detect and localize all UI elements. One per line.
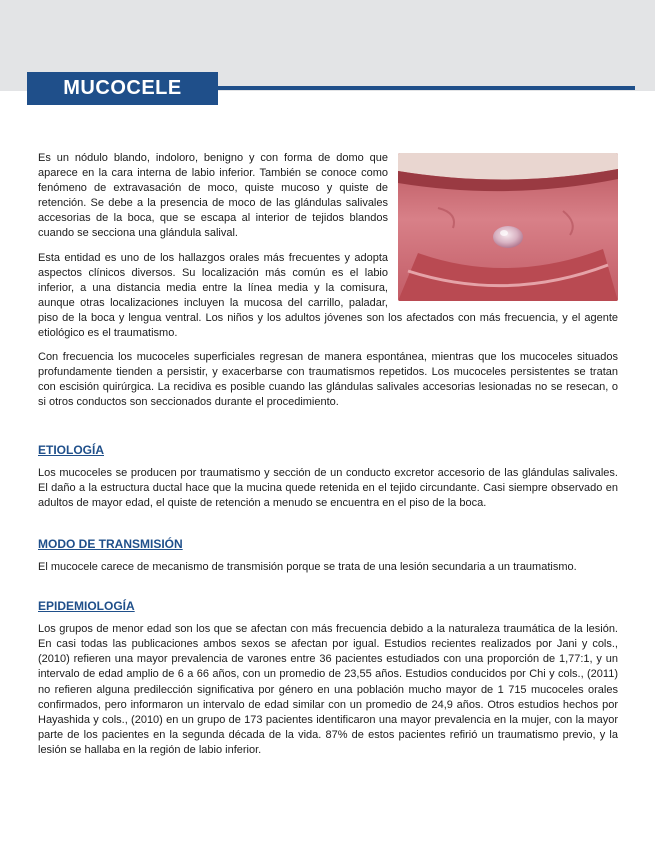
modo-transmision-text: El mucocele carece de mecanismo de transmisión porque se trata de una lesión secundaria a un traumatismo. (38, 560, 577, 573)
epidemiologia-text: Los grupos de menor edad son los que se afectan con más frecuencia debido a la naturaleza traumática de la lesión. En casi todas las publicaciones ambos sexos se afectan por igual. Estudios recientes realizados por Jani y cols., (2010) refieren una mayor prevalencia de varones entre 36 pacientes estudiados con una proporción de 1,77:1, y un intervalo de edad amplio de 6 a 66 años, con un promedio de 23,55 años. Estudios conducidos por Chi y cols., (2011) no refieren alguna predilección significativa por género en una población mucho mayor de 1 715 mucoceles orales confirmados, pero informaron un intervalo de edad similar con un promedio de 24,9 años. Otros estudios hechos por Hayashida y cols., (2010) en un grupo de 173 pacientes identificaron una mayor prevalencia en la mujer, con la mayor parte de los pacientes en la segunda década de la vida. 87% de estos pacientes refirió un traumatismo previo, y la lesión se hallaba en la región de labio inferior. (38, 623, 618, 756)
intro-paragraph-1: Es un nódulo blando, indoloro, benigno y con forma de domo que aparece en la cara interna de labio inferior. También se conoce como fenómeno de extravasación de moco, quiste mucoso y quiste de retención. Se debe a la presencia de moco de las glándulas salivales accesorias de la boca, que se escapa al interior de tejidos blandos cuando se secciona una glándula salival. (38, 152, 388, 240)
modo-transmision-heading: MODO DE TRANSMISIÓN (38, 536, 183, 551)
intro-paragraph-3: Con frecuencia los mucoceles superficiales regresan de manera espontánea, mientras que los mucoceles situados profundamente tienden a persistir, y exacerbarse con traumatismos repetidos. Los mucoceles persistentes se tratan con escisión quirúrgica. La recidiva es posible cuando las glándulas salivales accesorias lesionadas no se resecan, o si otros conductos son seccionados durante el procedimiento. (38, 351, 618, 409)
etiologia-text: Los mucoceles se producen por traumatismo y sección de un conducto excretor accesorio de las glándulas salivales. El daño a la estructura ductal hace que la mucina quede retenida en el tejido circundante. Casi siempre observado en adultos de mayor edad, el quiste de retención a menudo se encuentra en el piso de la boca. (38, 466, 618, 509)
article-body (38, 151, 618, 767)
page-title: MUCOCELE (27, 72, 218, 105)
etiologia-heading: ETIOLOGÍA (38, 442, 104, 457)
epidemiologia-heading: EPIDEMIOLOGÍA (38, 599, 135, 614)
mucocele-photo (398, 153, 618, 301)
intro-paragraph-2: Esta entidad es uno de los hallazgos orales más frecuentes y adopta aspectos clínicos diversos. Su localización más común es el labio inferior, a una distancia media entre la línea media y la comisura, aunque otras localizaciones incluyen la mucosa del carrillo, paladar, piso de la boca y lengua ventral. Los niños y los adultos jóvenes son los afectados con más frecuencia, y el agente etiológico es el traumatismo. (38, 251, 618, 340)
